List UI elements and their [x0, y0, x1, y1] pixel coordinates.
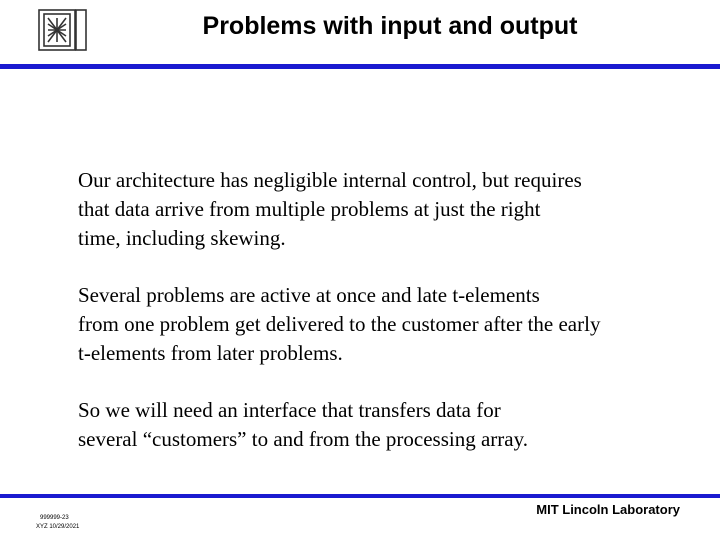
- author-date: XYZ 10/29/2021: [36, 524, 80, 530]
- body-paragraph-1: Our architecture has negligible internal control, but requires that data arrive from multiple problems at just the right time, including skewing.: [78, 168, 582, 250]
- slide-title: Problems with input and output: [202, 12, 578, 40]
- lab-name: MIT Lincoln Laboratory: [536, 502, 680, 517]
- footer-rule: [0, 494, 720, 498]
- header-rule: [0, 64, 720, 69]
- slide-body: [78, 166, 698, 482]
- body-paragraph-3: So we will need an interface that transfers data for several “customers” to and from the processing array.: [78, 398, 528, 451]
- body-paragraph-2: Several problems are active at once and late t-elements from one problem get delivered to the customer after the early t-elements from later problems.: [78, 283, 601, 365]
- slide-code: 999999-23: [40, 515, 69, 521]
- lincoln-lab-logo-icon: [36, 6, 90, 54]
